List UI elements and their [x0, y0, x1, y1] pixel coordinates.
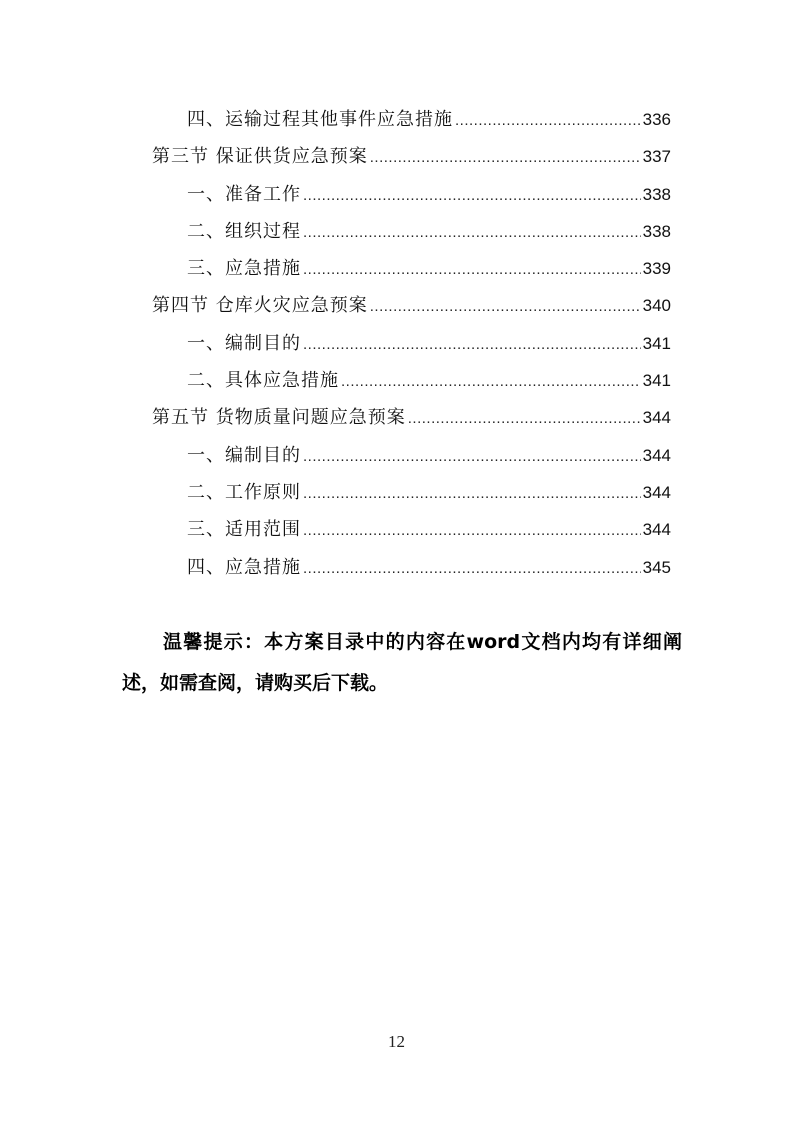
toc-entry-title: 二、具体应急措施 — [187, 370, 339, 392]
toc-dot-leader — [370, 288, 641, 325]
toc-entry-page: 344 — [642, 482, 671, 502]
toc-entry-page: 344 — [642, 445, 671, 465]
toc-entry-title: 一、编制目的 — [187, 444, 301, 466]
toc-entry-page: 344 — [642, 520, 671, 540]
table-of-contents — [0, 101, 793, 586]
toc-entry-title: 三、适用范围 — [187, 519, 301, 541]
toc-entry-page: 341 — [642, 371, 671, 391]
toc-entry-page: 338 — [642, 221, 671, 241]
toc-entry[interactable] — [0, 176, 793, 213]
toc-dot-leader — [303, 326, 641, 363]
toc-entry-title: 第四节 仓库火灾应急预案 — [152, 295, 368, 317]
toc-entry-title: 三、应急措施 — [187, 258, 301, 280]
toc-dot-leader — [303, 512, 641, 549]
toc-dot-leader — [303, 438, 641, 475]
toc-entry[interactable] — [0, 287, 793, 324]
toc-dot-leader — [303, 214, 641, 251]
toc-dot-leader — [341, 363, 641, 400]
toc-entry-title: 第五节 货物质量问题应急预案 — [152, 407, 406, 429]
toc-entry[interactable] — [0, 437, 793, 474]
toc-entry-page: 340 — [642, 296, 671, 316]
toc-entry-title: 二、工作原则 — [187, 481, 301, 503]
toc-entry-title: 第三节 保证供货应急预案 — [152, 146, 368, 168]
toc-entry-title: 四、应急措施 — [187, 556, 301, 578]
toc-entry[interactable] — [0, 213, 793, 250]
toc-entry-page: 345 — [642, 557, 671, 577]
toc-dot-leader — [303, 475, 641, 512]
toc-dot-leader — [303, 550, 641, 587]
toc-entry-page: 336 — [642, 110, 671, 129]
toc-entry-page: 339 — [642, 259, 671, 279]
purchase-notice: 温馨提示：本方案目录中的内容在word文档内均有详细阐述，如需查阅，请购买后下载。 — [122, 631, 682, 694]
toc-entry-title: 一、编制目的 — [187, 332, 301, 354]
toc-entry-page: 341 — [642, 333, 671, 353]
toc-entry[interactable] — [0, 399, 793, 436]
toc-dot-leader — [370, 139, 641, 176]
toc-entry-title: 二、组织过程 — [187, 220, 301, 242]
page-number: 12 — [388, 1032, 405, 1051]
toc-entry-title: 四、运输过程其他事件应急措施 — [187, 109, 453, 130]
toc-entry-page: 337 — [642, 147, 671, 167]
toc-dot-leader — [455, 102, 641, 139]
toc-entry[interactable] — [0, 101, 793, 138]
toc-entry[interactable] — [0, 511, 793, 548]
toc-entry[interactable] — [0, 549, 793, 586]
toc-entry[interactable] — [0, 250, 793, 287]
toc-entry[interactable] — [0, 474, 793, 511]
toc-dot-leader — [303, 251, 641, 288]
toc-dot-leader — [303, 177, 641, 214]
toc-entry[interactable] — [0, 138, 793, 175]
toc-entry-title: 一、准备工作 — [187, 183, 301, 205]
toc-entry-page: 344 — [642, 408, 671, 428]
toc-dot-leader — [408, 400, 641, 437]
toc-entry[interactable] — [0, 325, 793, 362]
toc-entry[interactable] — [0, 362, 793, 399]
toc-entry-page: 338 — [642, 184, 671, 204]
